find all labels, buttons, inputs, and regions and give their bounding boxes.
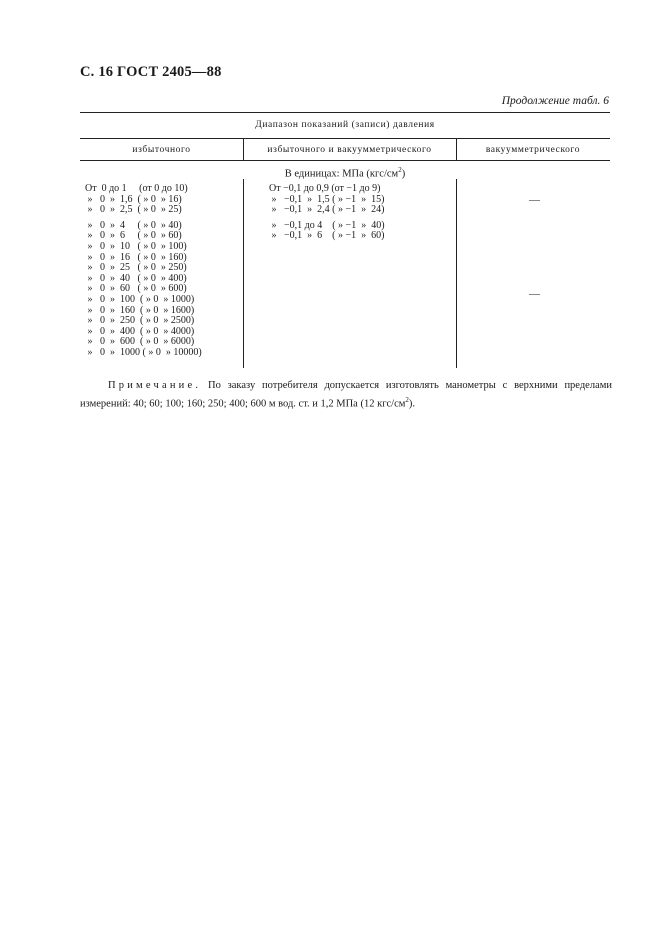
note-label: Примечание. bbox=[108, 380, 202, 391]
table-row: » 0 » 250 ( » 0 » 2500) bbox=[85, 315, 195, 327]
table-row: » 0 » 4 ( » 0 » 40) bbox=[85, 219, 182, 231]
table-row: » 0 » 25 ( » 0 » 250) bbox=[85, 262, 187, 274]
table-row: » 0 » 40 ( » 0 » 400) bbox=[85, 272, 187, 284]
table-row: » −0,1 до 4 ( » −1 » 40) bbox=[269, 219, 385, 231]
table-row: » 0 » 10 ( » 0 » 100) bbox=[85, 240, 187, 252]
table-row: » 0 » 400 ( » 0 » 4000) bbox=[85, 325, 195, 337]
table-row: » 0 » 2,5 ( » 0 » 25) bbox=[85, 204, 182, 216]
column-header-overpressure: избыточного bbox=[132, 145, 191, 155]
table-row: » 0 » 1000 ( » 0 » 10000) bbox=[85, 346, 202, 358]
column-overpressure-values bbox=[85, 184, 202, 359]
units-prefix: В единицах: МПа (кгс/см bbox=[284, 168, 399, 180]
table-top-rule bbox=[80, 112, 610, 113]
table-row: От −0,1 до 0,9 (от −1 до 9) bbox=[269, 183, 381, 194]
note-text: По заказу потребителя допускается изготовлять манометры с верхними пределами измерений: 40; 60; 100; 160; 250; 400; 600 м вод. ст. и 1,2 МПа (12 кгс/см bbox=[80, 380, 612, 410]
table-row: » −0,1 » 2,4 ( » −1 » 24) bbox=[269, 204, 385, 216]
table-row: От 0 до 1 (от 0 до 10) bbox=[85, 183, 188, 194]
units-row bbox=[80, 166, 610, 180]
header-rule bbox=[80, 160, 610, 161]
body-divider-1 bbox=[243, 179, 244, 368]
table-note bbox=[80, 378, 612, 412]
page-header: С. 16 ГОСТ 2405—88 bbox=[80, 64, 222, 80]
units-suffix: ) bbox=[401, 168, 406, 180]
vacuum-dash-1: — bbox=[529, 194, 540, 206]
table-row: » 0 » 160 ( » 0 » 1600) bbox=[85, 304, 195, 316]
table-row: » 0 » 600 ( » 0 » 6000) bbox=[85, 336, 195, 348]
table-row: » 0 » 16 ( » 0 » 160) bbox=[85, 251, 187, 263]
table-row: » 0 » 6 ( » 0 » 60) bbox=[85, 230, 182, 242]
table-row: » 0 » 60 ( » 0 » 600) bbox=[85, 283, 187, 295]
caption-rule bbox=[80, 138, 610, 139]
table-row: » 0 » 1,6 ( » 0 » 16) bbox=[85, 193, 182, 205]
units-exponent: 2 bbox=[398, 166, 402, 174]
note-exponent: 2 bbox=[405, 396, 409, 404]
note-text-end: ). bbox=[408, 398, 416, 410]
table-row: » −0,1 » 6 ( » −1 » 60) bbox=[269, 230, 385, 242]
column-header-vacuum: вакуумметрического bbox=[485, 145, 581, 155]
column-header-overpressure-vacuum: избыточного и вакуумметрического bbox=[267, 145, 432, 155]
table-continuation-label: Продолжение табл. 6 bbox=[501, 95, 609, 107]
body-divider-2 bbox=[456, 179, 457, 368]
column-overpressure-vacuum-values bbox=[269, 184, 385, 242]
table-row: » 0 » 100 ( » 0 » 1000) bbox=[85, 293, 195, 305]
table-row: » −0,1 » 1,5 ( » −1 » 15) bbox=[269, 193, 385, 205]
vacuum-dash-2: — bbox=[529, 288, 540, 300]
table-caption: Диапазон показаний (записи) давления bbox=[255, 120, 435, 130]
